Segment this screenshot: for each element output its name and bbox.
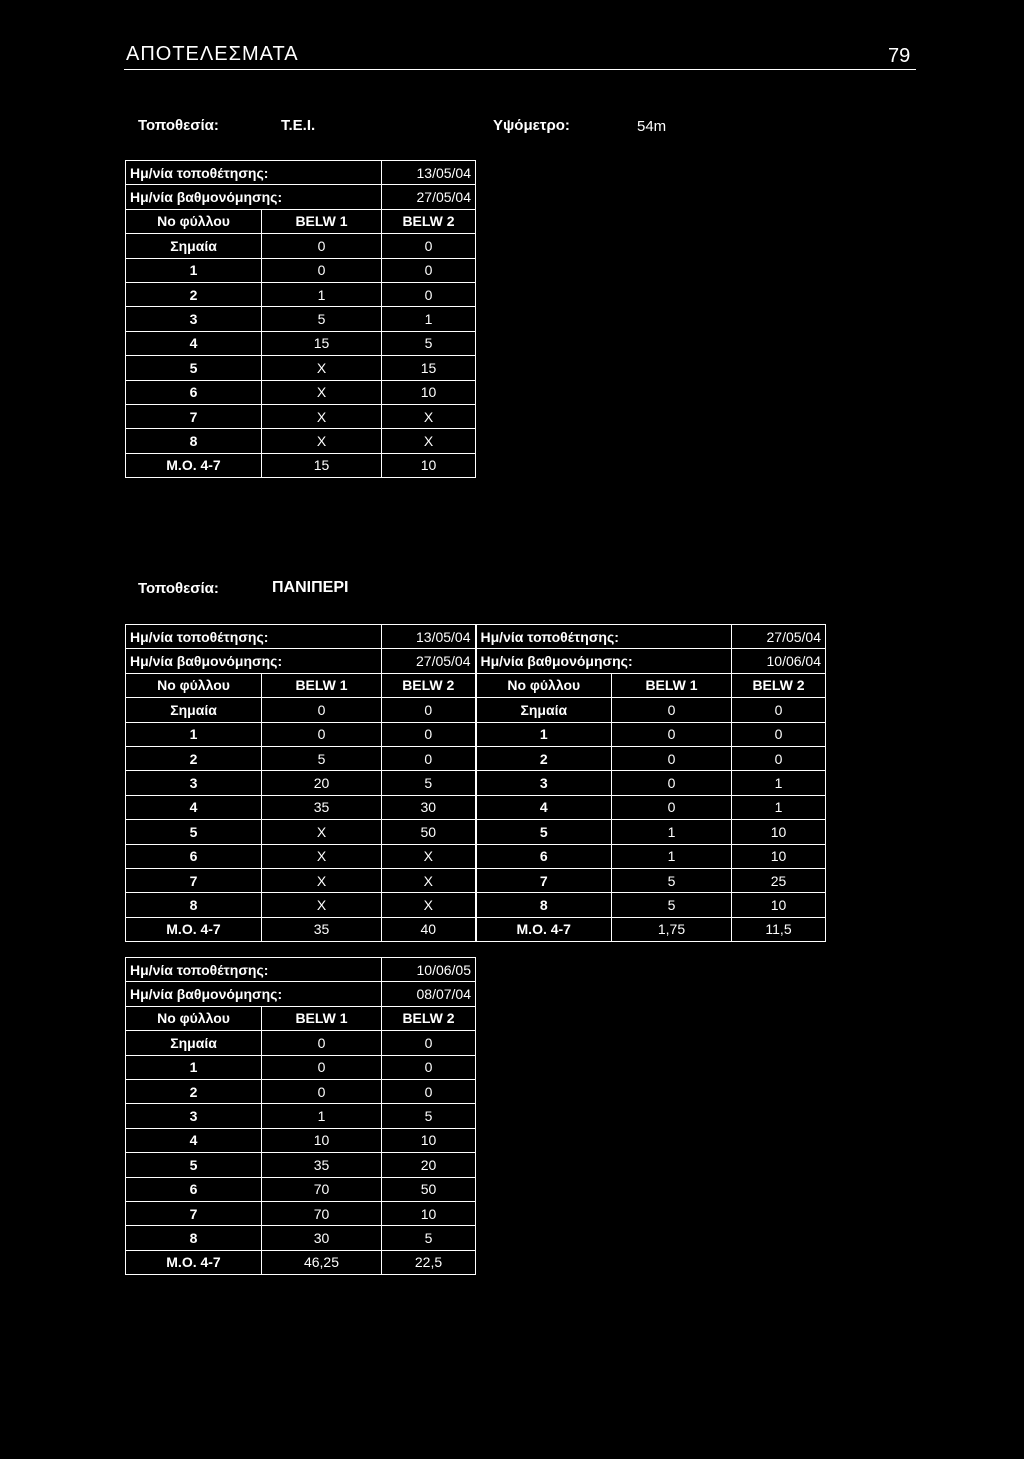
- row-label: 3: [126, 771, 262, 795]
- table-row: [126, 698, 826, 722]
- row-label: Σημαία: [126, 1031, 262, 1055]
- belw2-value: 0: [732, 722, 826, 746]
- belw1-value: 5: [262, 307, 382, 331]
- belw2-value: 1: [732, 795, 826, 819]
- belw2-value: X: [382, 893, 476, 917]
- column-header-leaf-no: Νο φύλλου: [126, 1006, 262, 1030]
- belw2-value: 10: [732, 893, 826, 917]
- column-header-belw1: BELW 1: [262, 209, 382, 233]
- column-header-leaf-no: Νο φύλλου: [476, 673, 612, 697]
- table-row: [126, 958, 476, 982]
- row-label: 5: [476, 820, 612, 844]
- table-row: [126, 1006, 476, 1030]
- row-label: 1: [476, 722, 612, 746]
- placement-date-value: 10/06/05: [382, 958, 476, 982]
- belw1-value: 1,75: [612, 917, 732, 941]
- table-row: [126, 453, 476, 477]
- row-label: 7: [126, 868, 262, 892]
- table-row: [126, 1128, 476, 1152]
- placement-date-label: Ημ/νία τοποθέτησης:: [126, 958, 382, 982]
- belw1-value: 0: [612, 771, 732, 795]
- results-table-panipери-double: [125, 624, 826, 942]
- column-header-belw2: BELW 2: [732, 673, 826, 697]
- table-row: [126, 1153, 476, 1177]
- belw1-value: 70: [262, 1201, 382, 1225]
- placement-date-label: Ημ/νία τοποθέτησης:: [126, 161, 382, 185]
- column-header-belw2: BELW 2: [382, 673, 476, 697]
- row-label: 4: [126, 1128, 262, 1152]
- belw1-value: 70: [262, 1177, 382, 1201]
- belw2-value: 0: [382, 1079, 476, 1103]
- belw1-value: 30: [262, 1226, 382, 1250]
- belw2-value: 0: [732, 746, 826, 770]
- row-label: 1: [126, 1055, 262, 1079]
- belw2-value: 10: [732, 820, 826, 844]
- row-label: 6: [126, 844, 262, 868]
- row-label: Σημαία: [126, 698, 262, 722]
- belw1-value: X: [262, 868, 382, 892]
- table-row: [126, 771, 826, 795]
- belw1-value: 0: [262, 1031, 382, 1055]
- location-value: Τ.Ε.Ι.: [281, 117, 316, 134]
- belw2-value: 5: [382, 771, 476, 795]
- belw1-value: 0: [262, 722, 382, 746]
- column-header-belw1: BELW 1: [262, 673, 382, 697]
- row-label: Μ.Ο. 4-7: [476, 917, 612, 941]
- belw1-value: 5: [612, 868, 732, 892]
- results-table-panipери-single: [125, 957, 476, 1275]
- row-label: 2: [126, 746, 262, 770]
- table-row: [126, 673, 826, 697]
- grading-date-value: 08/07/04: [382, 982, 476, 1006]
- column-header-leaf-no: Νο φύλλου: [126, 673, 262, 697]
- table-row: [126, 917, 826, 941]
- table-row: [126, 258, 476, 282]
- table-row: [126, 234, 476, 258]
- belw2-value: 50: [382, 1177, 476, 1201]
- table-row: [126, 1201, 476, 1225]
- belw1-value: 0: [612, 795, 732, 819]
- row-label: Μ.Ο. 4-7: [126, 453, 262, 477]
- belw1-value: 35: [262, 1153, 382, 1177]
- column-header-belw1: BELW 1: [262, 1006, 382, 1030]
- table-row: [126, 331, 476, 355]
- altimeter-label: Υψόμετρο:: [493, 117, 570, 134]
- grading-date-label: Ημ/νία βαθμονόμησης:: [126, 649, 382, 673]
- location-value-2: ΠΑΝΙΠΕΡΙ: [272, 579, 349, 596]
- row-label: Σημαία: [476, 698, 612, 722]
- belw2-value: 0: [382, 1031, 476, 1055]
- row-label: 6: [476, 844, 612, 868]
- row-label: 2: [126, 1079, 262, 1103]
- belw2-value: 10: [732, 844, 826, 868]
- column-header-leaf-no: Νο φύλλου: [126, 209, 262, 233]
- belw2-value: 40: [382, 917, 476, 941]
- row-label: 5: [126, 356, 262, 380]
- table-row: [126, 1104, 476, 1128]
- row-label: 1: [126, 722, 262, 746]
- belw2-value: X: [382, 429, 476, 453]
- table-row: [126, 404, 476, 428]
- belw2-value: 5: [382, 1226, 476, 1250]
- belw1-value: X: [262, 429, 382, 453]
- row-label: 3: [126, 1104, 262, 1128]
- grading-date-label: Ημ/νία βαθμονόμησης:: [126, 982, 382, 1006]
- row-label: 4: [476, 795, 612, 819]
- belw1-value: X: [262, 893, 382, 917]
- belw1-value: 1: [612, 844, 732, 868]
- belw2-value: 30: [382, 795, 476, 819]
- table-row: [126, 625, 826, 649]
- belw1-value: 15: [262, 331, 382, 355]
- belw1-value: 0: [262, 234, 382, 258]
- belw2-value: 0: [382, 698, 476, 722]
- belw1-value: 1: [262, 1104, 382, 1128]
- belw1-value: X: [262, 404, 382, 428]
- row-label: 8: [126, 429, 262, 453]
- belw2-value: 5: [382, 331, 476, 355]
- row-label: 6: [126, 380, 262, 404]
- belw2-value: 25: [732, 868, 826, 892]
- belw2-value: 5: [382, 1104, 476, 1128]
- belw1-value: 10: [262, 1128, 382, 1152]
- placement-date-value: 27/05/04: [732, 625, 826, 649]
- table-row: [126, 1031, 476, 1055]
- belw1-value: X: [262, 356, 382, 380]
- belw2-value: 0: [732, 698, 826, 722]
- table-row: [126, 844, 826, 868]
- row-label: 7: [126, 404, 262, 428]
- belw1-value: X: [262, 820, 382, 844]
- placement-date-value: 13/05/04: [382, 161, 476, 185]
- belw2-value: X: [382, 404, 476, 428]
- row-label: 8: [126, 1226, 262, 1250]
- altimeter-value: 54m: [637, 118, 667, 135]
- belw1-value: 0: [262, 258, 382, 282]
- table-row: [126, 868, 826, 892]
- table-row: [126, 356, 476, 380]
- page-number: 79: [888, 45, 911, 67]
- belw2-value: 10: [382, 1128, 476, 1152]
- row-label: 3: [476, 771, 612, 795]
- belw2-value: 15: [382, 356, 476, 380]
- belw1-value: 20: [262, 771, 382, 795]
- belw2-value: 0: [382, 746, 476, 770]
- row-label: 1: [126, 258, 262, 282]
- row-label: Μ.Ο. 4-7: [126, 1250, 262, 1274]
- belw2-value: 50: [382, 820, 476, 844]
- table-row: [126, 722, 826, 746]
- belw2-value: 0: [382, 234, 476, 258]
- table-row: [126, 380, 476, 404]
- row-label: 5: [126, 820, 262, 844]
- row-label: 8: [126, 893, 262, 917]
- belw2-value: 10: [382, 453, 476, 477]
- results-table-tei: [125, 160, 476, 478]
- table-row: [126, 893, 826, 917]
- belw1-value: X: [262, 844, 382, 868]
- belw2-value: 1: [382, 307, 476, 331]
- belw1-value: 46,25: [262, 1250, 382, 1274]
- row-label: 3: [126, 307, 262, 331]
- row-label: 7: [126, 1201, 262, 1225]
- belw2-value: 10: [382, 380, 476, 404]
- table-row: [126, 1055, 476, 1079]
- table-row: [126, 429, 476, 453]
- column-header-belw2: BELW 2: [382, 1006, 476, 1030]
- placement-date-value: 13/05/04: [382, 625, 476, 649]
- belw1-value: 5: [612, 893, 732, 917]
- table-row: [126, 282, 476, 306]
- belw1-value: 0: [262, 1079, 382, 1103]
- belw2-value: 20: [382, 1153, 476, 1177]
- row-label: 4: [126, 795, 262, 819]
- table-row: [126, 795, 826, 819]
- row-label: Μ.Ο. 4-7: [126, 917, 262, 941]
- row-label: 5: [126, 1153, 262, 1177]
- row-label: 4: [126, 331, 262, 355]
- row-label: 7: [476, 868, 612, 892]
- table-row: [126, 1079, 476, 1103]
- table-row: [126, 185, 476, 209]
- belw1-value: 5: [262, 746, 382, 770]
- belw1-value: 15: [262, 453, 382, 477]
- belw2-value: X: [382, 844, 476, 868]
- table-row: [126, 746, 826, 770]
- grading-date-value: 27/05/04: [382, 649, 476, 673]
- belw2-value: 1: [732, 771, 826, 795]
- belw1-value: X: [262, 380, 382, 404]
- column-header-belw2: BELW 2: [382, 209, 476, 233]
- table-row: [126, 1177, 476, 1201]
- row-label: 8: [476, 893, 612, 917]
- row-label: 2: [126, 282, 262, 306]
- table-row: [126, 982, 476, 1006]
- grading-date-value: 10/06/04: [732, 649, 826, 673]
- grading-date-label: Ημ/νία βαθμονόμησης:: [126, 185, 382, 209]
- belw2-value: 10: [382, 1201, 476, 1225]
- belw1-value: 35: [262, 917, 382, 941]
- belw1-value: 1: [612, 820, 732, 844]
- table-row: [126, 307, 476, 331]
- table-row: [126, 161, 476, 185]
- belw2-value: X: [382, 868, 476, 892]
- belw1-value: 0: [262, 1055, 382, 1079]
- belw2-value: 0: [382, 258, 476, 282]
- table-row: [126, 1250, 476, 1274]
- column-header-belw1: BELW 1: [612, 673, 732, 697]
- grading-date-label: Ημ/νία βαθμονόμησης:: [476, 649, 732, 673]
- table-row: [126, 820, 826, 844]
- placement-date-label: Ημ/νία τοποθέτησης:: [126, 625, 382, 649]
- belw2-value: 0: [382, 282, 476, 306]
- belw1-value: 0: [612, 722, 732, 746]
- belw1-value: 0: [612, 746, 732, 770]
- grading-date-value: 27/05/04: [382, 185, 476, 209]
- belw2-value: 22,5: [382, 1250, 476, 1274]
- header-rule: [124, 69, 916, 70]
- belw1-value: 0: [262, 698, 382, 722]
- table-row: [126, 649, 826, 673]
- table-row: [126, 209, 476, 233]
- belw2-value: 0: [382, 722, 476, 746]
- table-row: [126, 1226, 476, 1250]
- belw2-value: 0: [382, 1055, 476, 1079]
- page-title: ΑΠΟΤΕΛΕΣΜΑΤΑ: [126, 43, 299, 65]
- belw1-value: 0: [612, 698, 732, 722]
- location-label-2: Τοποθεσία:: [138, 580, 219, 597]
- belw1-value: 35: [262, 795, 382, 819]
- placement-date-label: Ημ/νία τοποθέτησης:: [476, 625, 732, 649]
- belw2-value: 11,5: [732, 917, 826, 941]
- row-label: 2: [476, 746, 612, 770]
- location-label: Τοποθεσία:: [138, 117, 219, 134]
- row-label: Σημαία: [126, 234, 262, 258]
- belw1-value: 1: [262, 282, 382, 306]
- row-label: 6: [126, 1177, 262, 1201]
